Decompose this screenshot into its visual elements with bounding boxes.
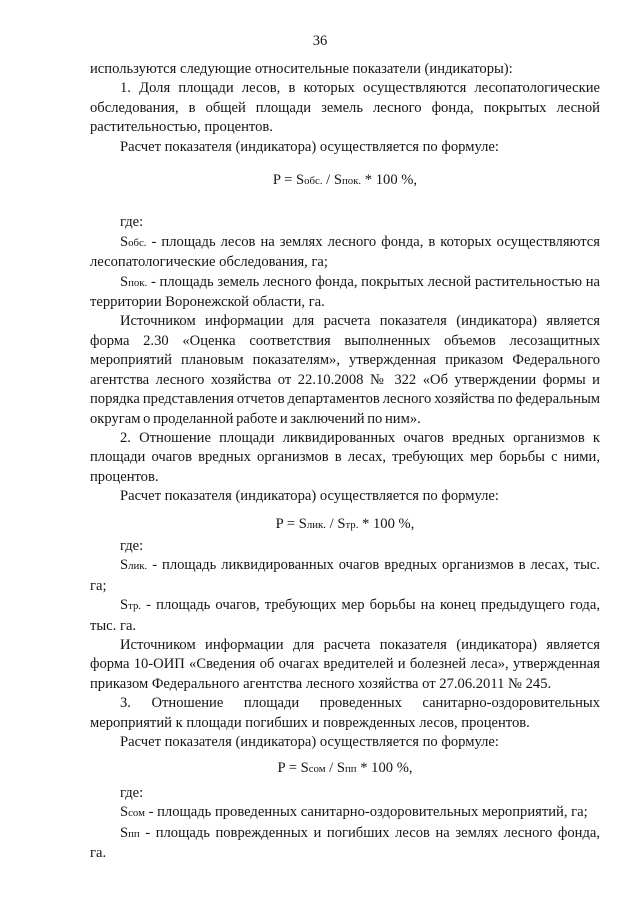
indicator-3-where: где: xyxy=(120,784,144,801)
document-body xyxy=(90,60,600,863)
indicator-3-def-1: Sсом - площадь проведенных санитарно-оздоровительных мероприятий, га; xyxy=(120,804,588,821)
indicator-1-def-2: Sпок. - площадь земель лесного фонда, покрытых лесной растительностью на территории Воронежской области, га. xyxy=(90,273,600,311)
indicator-2-where: где: xyxy=(120,537,144,554)
indicator-2-calc-intro: Расчет показателя (индикатора) осуществляется по формуле: xyxy=(120,488,499,505)
indicator-1-formula: P = Sобс. / Sпок. * 100 %, xyxy=(272,172,418,189)
indicator-2-source: Источником информации для расчета показателя (индикатора) является форма 10-ОИП «Сведения об очагах вредителей и болезней леса», утвержденная приказом Федерального агентства лесного хозяйства от 27.06.2011 № 245. xyxy=(90,636,600,692)
indicator-1-heading: 1. Доля площади лесов, в которых осуществляются лесопатологические обследования, в общей площади земель лесного фонда, покрытых лесной растительностью, процентов. xyxy=(90,80,600,136)
indicator-3-heading: 3. Отношение площади проведенных санитарно-оздоровительных мероприятий к площади погибших и поврежденных лесов, процентов. xyxy=(90,695,600,731)
indicator-2-def-1: Sлик. - площадь ликвидированных очагов вредных организмов в лесах, тыс. га; xyxy=(90,557,600,594)
indicator-1-source: Источником информации для расчета показателя (индикатора) является форма 2.30 «Оценка соответствия выполненных объемов лесозащитных мероприятий плановым показателям», утвержденная приказом Федерального агентства лесного хозяйства от 22.10.2008 № 322 «Об утверждении формы и порядка представления отчетов департаментов лесного хозяйства по федеральным округам о проделанной работе и заключений по ним». xyxy=(90,313,600,427)
indicator-1-where: где: xyxy=(120,214,144,231)
indicator-1-calc-intro: Расчет показателя (индикатора) осуществляется по формуле: xyxy=(120,138,499,155)
indicator-3-formula: P = Sсом / Sпп * 100 %, xyxy=(277,760,413,777)
page-number: 36 xyxy=(312,33,328,49)
indicator-3-calc-intro: Расчет показателя (индикатора) осуществляется по формуле: xyxy=(120,734,499,750)
indicator-3-def-2: Sпп - площадь поврежденных и погибших лесов на землях лесного фонда, га. xyxy=(90,824,600,862)
indicator-2-formula: P = Sлик. / Sтр. * 100 %, xyxy=(275,515,415,532)
indicator-2-heading: 2. Отношение площади ликвидированных очагов вредных организмов к площади очагов вредных организмов в лесах, требующих мер борьбы с ними, процентов. xyxy=(90,429,600,485)
indicator-2-def-2: Sтр. - площадь очагов, требующих мер борьбы на конец предыдущего года, тыс. га. xyxy=(90,597,600,634)
intro-line: используются следующие относительные показатели (индикаторы): xyxy=(90,61,513,77)
indicator-1-def-1: Sобс. - площадь лесов на землях лесного фонда, в которых осуществляются лесопатологические обследования, га; xyxy=(90,233,600,271)
